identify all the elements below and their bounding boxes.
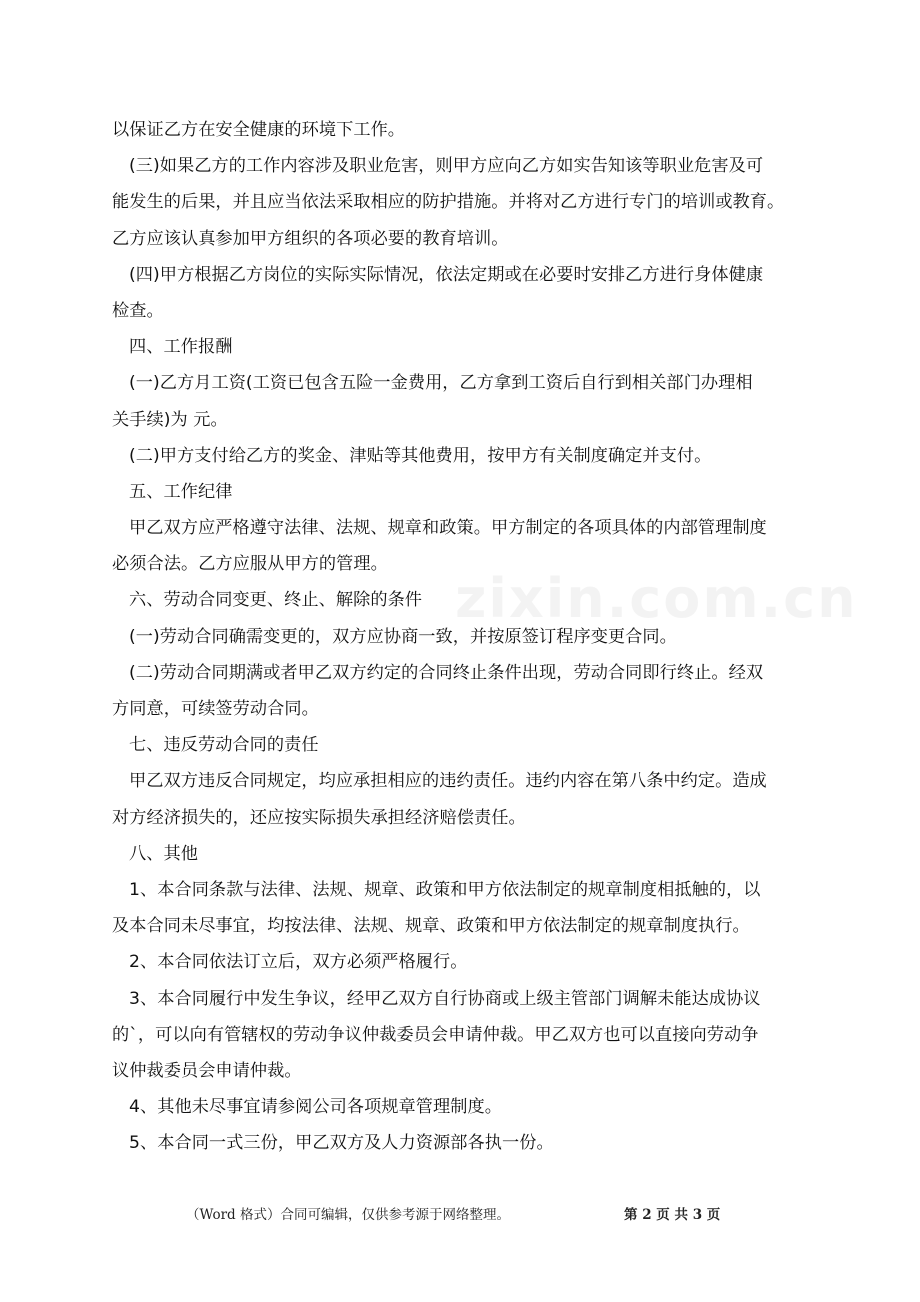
paragraph xyxy=(112,763,812,835)
paragraph-line: 议仲裁委员会申请仲裁。 xyxy=(112,1060,302,1081)
paragraph xyxy=(112,365,812,437)
paragraph-line: 4、其他未尽事宜请参阅公司各项规章管理制度。 xyxy=(129,1097,502,1118)
section-heading xyxy=(112,329,812,365)
paragraph xyxy=(112,112,812,148)
paragraph-line: (一)乙方月工资(工资已包含五险一金费用，乙方拿到工资后自行到相关部门办理相 xyxy=(129,373,753,394)
section-heading xyxy=(112,836,812,872)
footer-note: （Word 格式）合同可编辑，仅供参考源于网络整理。 xyxy=(186,1207,510,1223)
paragraph xyxy=(112,257,812,329)
section-heading-line: 七、违反劳动合同的责任 xyxy=(129,735,319,756)
paragraph-line: (一)劳动合同确需变更的，双方应协商一致，并按原签订程序变更合同。 xyxy=(129,626,677,647)
paragraph-line: 3、本合同履行中发生争议，经甲乙双方自行协商或上级主管部门调解未能达成协议 xyxy=(129,988,761,1009)
paragraph xyxy=(112,944,812,980)
paragraph-line: 及本合同未尽事宜，均按法律、法规、规章、政策和甲方依法制定的规章制度执行。 xyxy=(112,916,750,937)
paragraph-line: 能发生的后果，并且应当依法采取相应的防护措施。并将对乙方进行专门的培训或教育。 xyxy=(112,192,785,213)
paragraph-line: 以保证乙方在安全健康的环境下工作。 xyxy=(112,120,406,140)
paragraph-line: (二)甲方支付给乙方的奖金、津贴等其他费用，按甲方有关制度确定并支付。 xyxy=(129,445,712,466)
section-heading-line: 四、工作报酬 xyxy=(129,337,233,358)
section-heading xyxy=(112,474,812,510)
paragraph-line: 2、本合同依法订立后，双方必须严格履行。 xyxy=(129,952,468,973)
section-heading-line: 五、工作纪律 xyxy=(129,481,233,502)
section-heading xyxy=(112,582,812,618)
paragraph-line: 乙方应该认真参加甲方组织的各项必要的教育培训。 xyxy=(112,228,509,249)
paragraph xyxy=(112,510,812,582)
paragraph xyxy=(112,148,812,257)
paragraph xyxy=(112,1125,812,1161)
paragraph xyxy=(112,619,812,655)
paragraph-line: 1、本合同条款与法律、法规、规章、政策和甲方依法制定的规章制度相抵触的，以 xyxy=(129,879,761,900)
paragraph-line: 甲乙双方违反合同规定，均应承担相应的违约责任。违约内容在第八条中约定。造成 xyxy=(129,771,767,792)
paragraph-line: 检查。 xyxy=(112,300,164,321)
paragraph-line: 5、本合同一式三份，甲乙双方及人力资源部各执一份。 xyxy=(129,1133,554,1154)
paragraph xyxy=(112,438,812,474)
paragraph-line: (四)甲方根据乙方岗位的实际实际情况，依法定期或在必要时安排乙方进行身体健康 xyxy=(129,264,764,285)
page-number: 第 2 页 共 3 页 xyxy=(624,1207,721,1223)
paragraph xyxy=(112,872,812,944)
section-heading xyxy=(112,727,812,763)
document-body xyxy=(112,112,812,1161)
paragraph xyxy=(112,655,812,727)
paragraph-line: 甲乙双方应严格遵守法律、法规、规章和政策。甲方制定的各项具体的内部管理制度 xyxy=(129,518,767,539)
paragraph-line: 的`，可以向有管辖权的劳动争议仲裁委员会申请仲裁。甲乙双方也可以直接向劳动争 xyxy=(112,1024,759,1045)
section-heading-line: 八、其他 xyxy=(129,843,198,864)
section-heading-line: 六、劳动合同变更、终止、解除的条件 xyxy=(129,590,423,611)
paragraph-line: 关手续)为 元。 xyxy=(112,409,228,430)
paragraph-line: 必须合法。乙方应服从甲方的管理。 xyxy=(112,554,388,575)
paragraph-line: 方同意，可续签劳动合同。 xyxy=(112,699,319,719)
paragraph-line: 对方经济损失的，还应按实际损失承担经济赔偿责任。 xyxy=(112,807,526,828)
paragraph xyxy=(112,1089,812,1125)
paragraph-line: (二)劳动合同期满或者甲乙双方约定的合同终止条件出现，劳动合同即行终止。经双 xyxy=(129,662,764,683)
paragraph xyxy=(112,981,812,1090)
paragraph-line: (三)如果乙方的工作内容涉及职业危害，则甲方应向乙方如实告知该等职业危害及可 xyxy=(129,156,764,177)
